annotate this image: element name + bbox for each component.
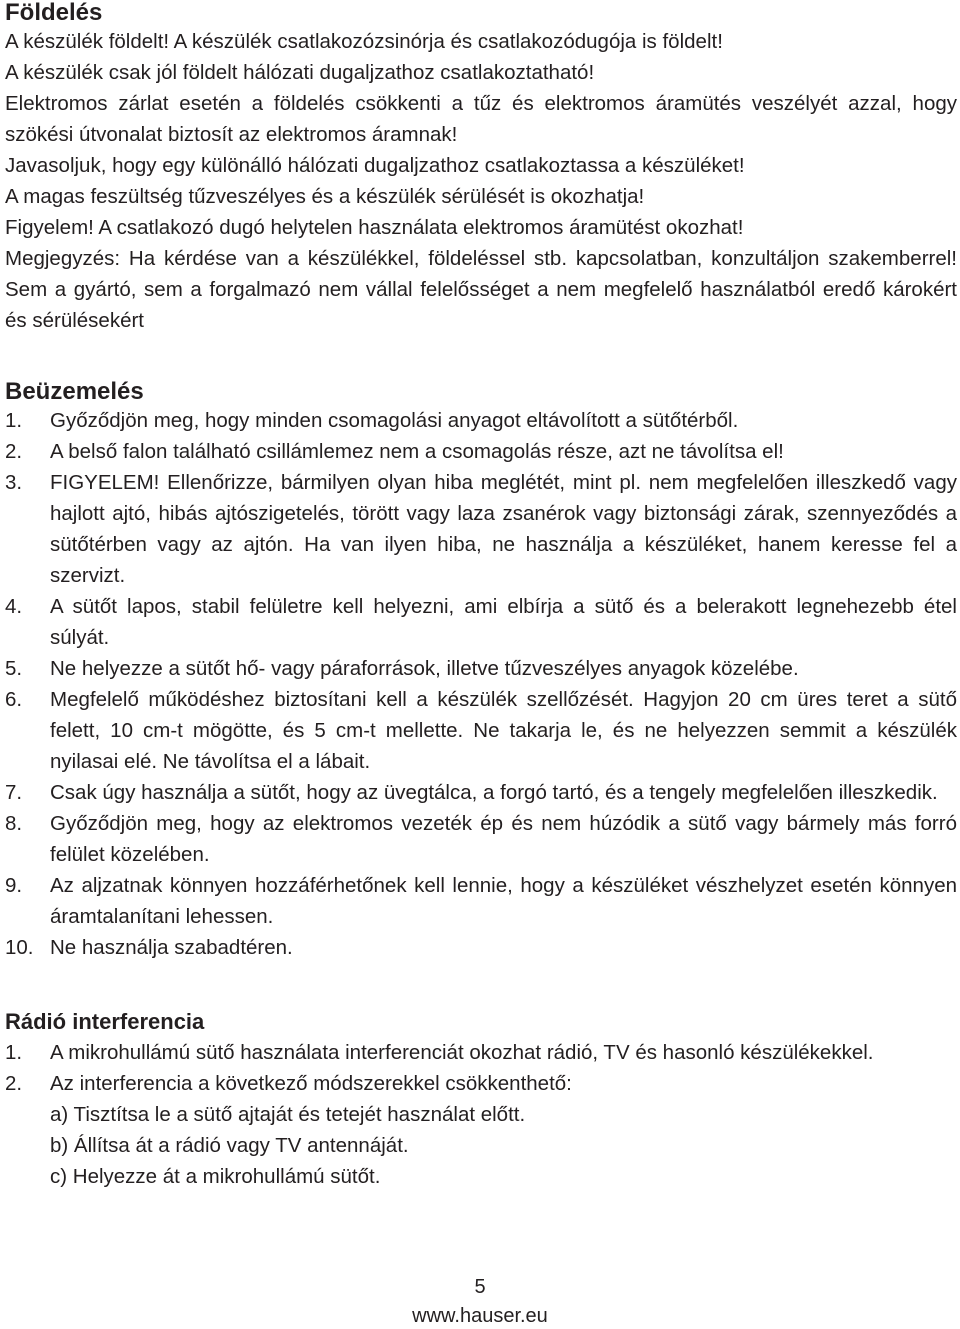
item-number: 4. (5, 595, 23, 618)
item-text: Ne használja szabadtéren. (50, 936, 293, 959)
sublist-item: b) Állítsa át a rádió vagy TV antennáját. (50, 1134, 409, 1157)
grounding-line: A készülék földelt! A készülék csatlakozózsinórja és csatlakozódugója is földelt! (5, 30, 723, 53)
grounding-note: Megjegyzés: Ha kérdése van a készülékkel, földeléssel stb. kapcsolatban, konzultáljon szakemberrel! Sem a gyártó, sem a forgalmazó nem vállal felelősséget a nem megfelelő használatból eredő károkért és sérülésekért (5, 247, 957, 332)
radio-list (5, 1037, 957, 1192)
list-item (5, 684, 957, 777)
manual-page (5, 0, 957, 1192)
grounding-line: Figyelem! A csatlakozó dugó helytelen használata elektromos áramütést okozhat! (5, 216, 744, 239)
item-number: 9. (5, 874, 23, 897)
item-number: 7. (5, 781, 23, 804)
grounding-section (5, 26, 957, 336)
item-text: Az interferencia a következő módszerekkel csökkenthető: (50, 1072, 572, 1095)
list-item (5, 653, 957, 684)
grounding-line: Elektromos zárlat esetén a földelés csökkenti a tűz és elektromos áramütés veszélyét azzal, hogy szökési útvonalat biztosít az elektromos áramnak! (5, 92, 957, 146)
list-item (5, 870, 957, 932)
list-item (5, 467, 957, 591)
grounding-heading: Földelés (5, 0, 103, 26)
list-item (5, 591, 957, 653)
item-text: Megfelelő működéshez biztosítani kell a készülék szellőzését. Hagyjon 20 cm üres teret a sütő felett, 10 cm-t mögötte, és 5 cm-t mellette. Ne takarja le, és ne helyezzen semmit a készülék nyilasai elé. Ne távolítsa el a lábait. (50, 688, 957, 773)
list-item (5, 1068, 957, 1192)
list-item (5, 808, 957, 870)
radio-heading: Rádió interferencia (5, 1009, 205, 1034)
page-number: 5 (474, 1276, 486, 1298)
item-text: Győződjön meg, hogy az elektromos vezeték ép és nem húzódik a sütő vagy bármely más forró felület közelében. (50, 812, 957, 866)
list-item (5, 1037, 957, 1068)
startup-list (5, 405, 957, 963)
list-item (5, 436, 957, 467)
item-number: 8. (5, 812, 23, 835)
item-text: Csak úgy használja a sütőt, hogy az üvegtálca, a forgó tartó, és a tengely megfelelően illeszkedik. (50, 781, 938, 804)
item-text: Ne helyezze a sütőt hő- vagy páraforrások, illetve tűzveszélyes anyagok közelébe. (50, 657, 799, 680)
item-number: 10. (5, 936, 34, 959)
grounding-line: Javasoljuk, hogy egy különálló hálózati dugaljzathoz csatlakoztassa a készüléket! (5, 154, 745, 177)
list-item (5, 777, 957, 808)
sublist-item: a) Tisztítsa le a sütő ajtaját és tetejét használat előtt. (50, 1103, 526, 1126)
item-text: Az aljzatnak könnyen hozzáférhetőnek kell lennie, hogy a készüléket vészhelyzet esetén könnyen áramtalanítani lehessen. (50, 874, 957, 928)
grounding-line: A magas feszültség tűzveszélyes és a készülék sérülését is okozhatja! (5, 185, 645, 208)
startup-heading: Beüzemelés (5, 378, 144, 405)
item-number: 2. (5, 440, 23, 463)
item-text: Győződjön meg, hogy minden csomagolási anyagot eltávolított a sütőtérből. (50, 409, 739, 432)
grounding-line: A készülék csak jól földelt hálózati dugaljzathoz csatlakoztatható! (5, 61, 595, 84)
item-text: A mikrohullámú sütő használata interferenciát okozhat rádió, TV és hasonló készülékekkel. (50, 1041, 874, 1064)
item-text: FIGYELEM! Ellenőrizze, bármilyen olyan hiba meglétét, mint pl. nem megfelelően illeszkedő vagy hajlott ajtó, hibás ajtószigetelés, törött vagy laza zsanérok vagy biztonsági zárak, szennyeződés a sütőtérben vagy az ajtón. Ha van ilyen hiba, ne használja a készüléket, hanem keresse fel a szervizt. (50, 471, 957, 587)
item-text: A sütőt lapos, stabil felületre kell helyezni, ami elbírja a sütő és a belerakott legnehezebb étel súlyát. (50, 595, 957, 649)
radio-sublist (50, 1099, 957, 1192)
list-item (5, 932, 957, 963)
item-number: 5. (5, 657, 23, 680)
item-number: 1. (5, 1041, 23, 1064)
footer-url: www.hauser.eu (412, 1305, 548, 1327)
item-number: 2. (5, 1072, 23, 1095)
list-item (5, 405, 957, 436)
item-text: A belső falon található csillámlemez nem a csomagolás része, azt ne távolítsa el! (50, 440, 784, 463)
item-number: 1. (5, 409, 23, 432)
item-number: 3. (5, 471, 23, 494)
sublist-item: c) Helyezze át a mikrohullámú sütőt. (50, 1165, 381, 1188)
item-number: 6. (5, 688, 23, 711)
